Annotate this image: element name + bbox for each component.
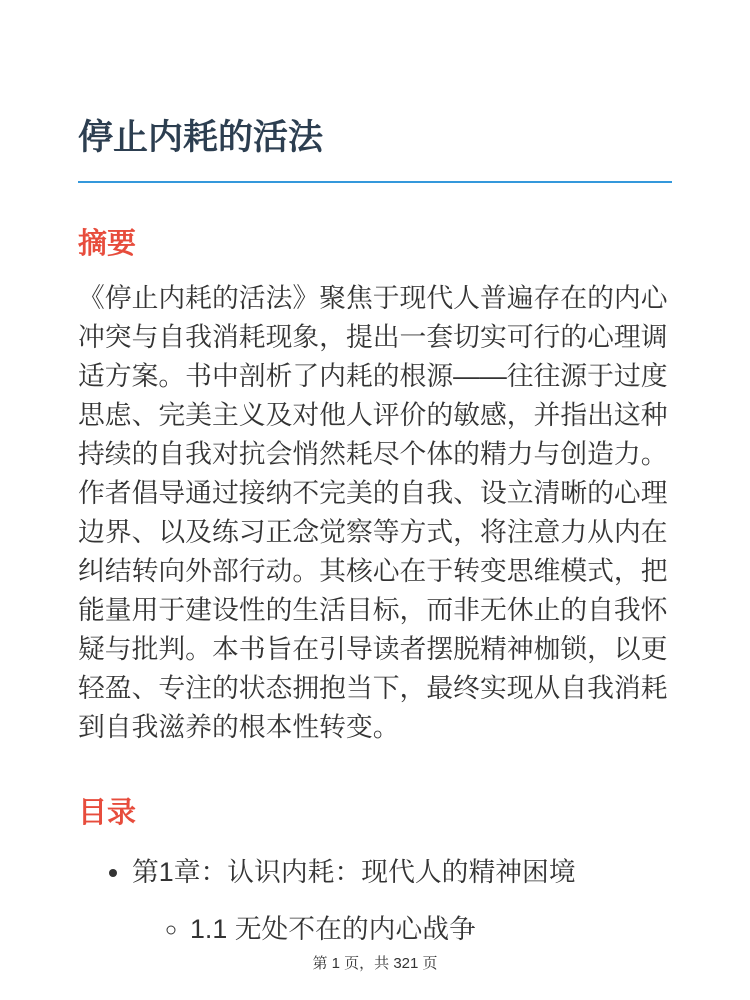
title-divider xyxy=(78,181,672,183)
toc-item-label: 第1章：认识内耗：现代人的精神困境 xyxy=(132,856,576,887)
abstract-paragraph: 《停止内耗的活法》聚焦于现代人普遍存在的内心冲突与自我消耗现象，提出一套切实可行的心理调适方案。书中剖析了内耗的根源——往往源于过度思虑、完美主义及对他人评价的敏感，并指出这种持续的自我对抗会悄然耗尽个体的精力与创造力。作者倡导通过接纳不完美的自我、设立清晰的心理边界、以及练习正念觉察等方式，将注意力从内在纠结转向外部行动。其核心在于转变思维模式，把能量用于建设性的生活目标，而非无休止的自我怀疑与批判。本书旨在引导读者摆脱精神枷锁，以更轻盈、专注的状态拥抱当下，最终实现从自我消耗到自我滋养的根本性转变。 xyxy=(78,283,668,743)
abstract-heading: 摘要 xyxy=(78,227,137,260)
toc-list xyxy=(78,853,672,949)
toc-subitem-1-1 xyxy=(190,910,672,949)
toc-heading: 目录 xyxy=(78,797,137,830)
page-number-footer: 第 1 页，共 321 页 xyxy=(312,955,438,972)
toc-sublist xyxy=(132,910,672,949)
toc-item-chapter-1 xyxy=(132,853,672,949)
toc-subitem-label: 1.1 无处不在的内心战争 xyxy=(190,913,476,944)
page-title: 停止内耗的活法 xyxy=(78,118,324,157)
